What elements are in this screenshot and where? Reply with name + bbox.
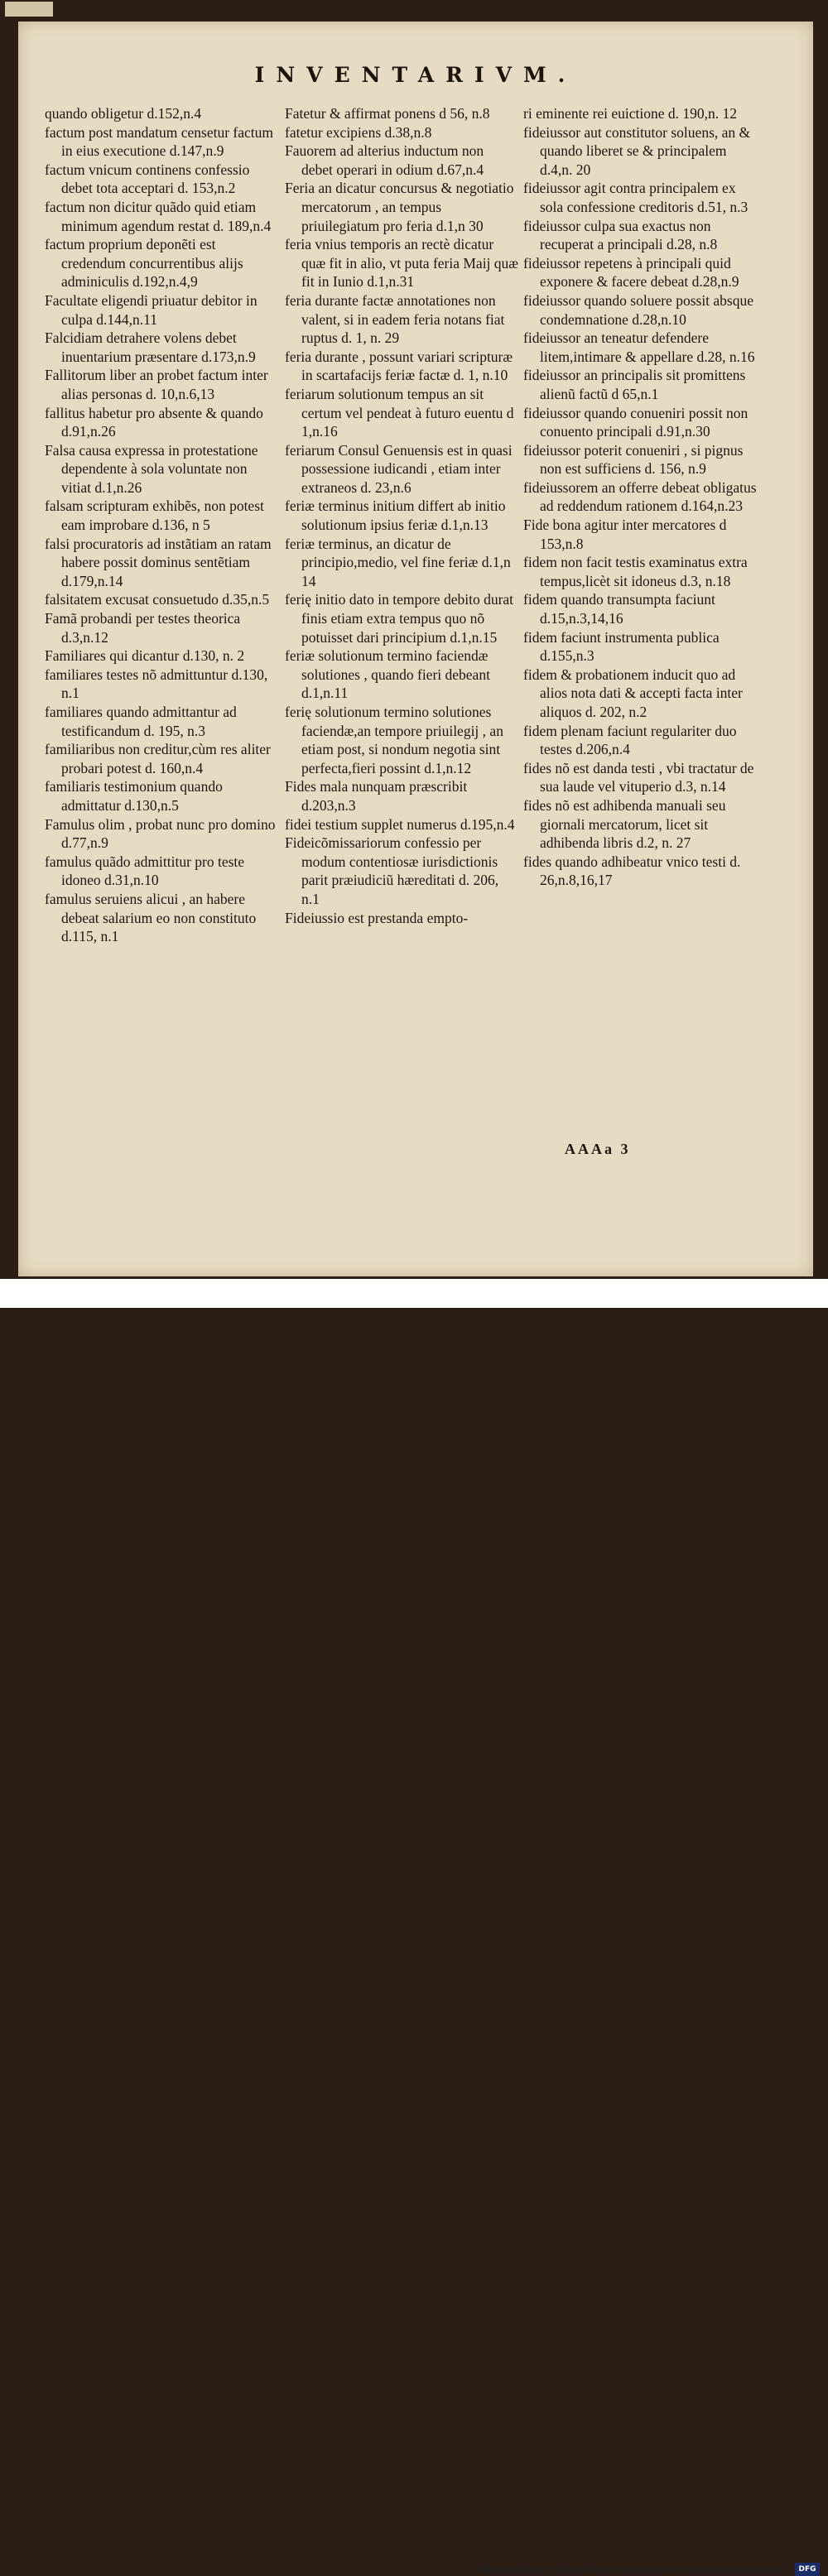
index-entry: familiaris testimonium quando admittatur d.130,n.5 (45, 778, 223, 814)
index-entry: ferię solutionum termino solutiones faciendæ,an tempore priuilegij , an etiam post, si nondum negotia sint perfecta,fieri possint d.1,n.12 (285, 704, 503, 776)
index-entry: familiares quando admittantur ad testificandum d. 195, n.3 (45, 704, 237, 739)
book-page (18, 22, 813, 1276)
index-entry: Fatetur & affirmat ponens d 56, n.8 (285, 105, 490, 122)
index-entry: feriarum solutionum tempus an sit certum vel pendeat à futuro euentu d 1,n.16 (285, 385, 514, 440)
index-entry: familiares testes nõ admittuntur d.130, n.1 (45, 666, 268, 702)
index-entry: feriæ terminus, an dicatur de principio,medio, vel fine feriæ d.1,n 14 (285, 535, 511, 589)
index-entry: factum proprium deponẽti est credendum concurrentibus alijs adminiculis d.192,n.4,9 (45, 236, 243, 291)
index-entry: Falsa causa expressa in protestatione dependente à sola voluntate non vitiat d.1,n.26 (45, 441, 258, 496)
scan-background (0, 0, 828, 1279)
index-entry: Fallitorum liber an probet factum inter alias personas d. 10,n.6,13 (45, 367, 268, 402)
index-entry: Fauorem ad alterius inductum non debet operari in odium d.67,n.4 (285, 142, 484, 178)
index-entry: fideiussor repetens à principali quid exponere & facere debeat d.28,n.9 (523, 254, 739, 291)
index-entry: fideiussor quando soluere possit absque condemnatione d.28,n.10 (523, 291, 754, 328)
index-entry: feriarum Consul Genuensis est in quasi possessione iudicandi , etiam inter extraneos d. 23,n.6 (285, 441, 513, 496)
index-entry: fatetur excipiens d.38,n.8 (285, 123, 432, 141)
index-entry: falsitatem excusat consuetudo d.35,n.5 (45, 591, 270, 608)
dfg-logo-icon: DFG (795, 2563, 820, 2576)
index-entry: falsi procuratoris ad instãtiam an ratam habere possit dominus sentẽtiam d.179,n.14 (45, 535, 272, 589)
index-column-1 (45, 104, 278, 946)
index-entry: Famã probandi per testes theorica d.3,n.12 (45, 610, 241, 646)
index-entry: fideiussor an teneatur defendere litem,intimare & appellare d.28, n.16 (523, 329, 755, 365)
index-entry: fidem & probationem inducit quo ad alios nota dati & accepti facta inter aliquos d. 202, n.2 (523, 666, 743, 720)
index-entry: Feria an dicatur concursus & negotiatio mercatorum , an tempus priuilegiatum pro feria d.1,n 30 (285, 180, 514, 234)
index-entry: Fideicõmissariorum confessio per modum contentiosæ iurisdictionis parit præiudiciũ hæreditati d. 206, n.1 (285, 834, 499, 907)
index-entry: Fideiussio est prestanda empto- (285, 909, 469, 926)
index-entry: fides nõ est adhibenda manuali seu giornali mercatorum, licet sit adhibenda libris d.2, n. 27 (523, 796, 726, 852)
index-entry: familiaribus non creditur,cùm res aliter probari potest d. 160,n.4 (45, 741, 271, 776)
index-entry: feria vnius temporis an rectè dicatur quæ fit in alio, vt puta feria Maij quæ fit in Iunio d.1,n.31 (285, 236, 518, 291)
funding-notice: Digitalisierung gefördert durch die Deutsche Forschungsgemeinschaft · (480, 2565, 792, 2575)
index-entry: fallitus habetur pro absente & quando d.91,n.26 (45, 404, 263, 440)
index-entry: fideiussor culpa sua exactus non recuperat a principali d.28, n.8 (523, 217, 718, 253)
index-entry: fideiussor aut constitutor soluens, an & quando liberet se & principalem d.4,n. 20 (523, 123, 751, 178)
index-entry: feriæ solutionum termino faciendæ solutiones , quando fieri debeant d.1,n.11 (285, 647, 490, 702)
index-entry: Familiares qui dicantur d.130, n. 2 (45, 647, 245, 665)
index-entry: Falcidiam detrahere volens debet inuentarium præsentare d.173,n.9 (45, 329, 256, 365)
index-entry: Fides mala nunquam præscribit d.203,n.3 (285, 778, 468, 814)
library-tab (5, 2, 53, 17)
signature-mark: AAAa 3 (565, 1141, 631, 1157)
index-column-2 (285, 104, 518, 927)
index-entry: famulus quãdo admittitur pro teste idoneo d.31,n.10 (45, 853, 245, 889)
index-entry: fidem faciunt instrumenta publica d.155,n.3 (523, 628, 720, 665)
index-entry: falsam scripturam exhibẽs, non potest eam improbare d.136, n 5 (45, 497, 264, 534)
index-column-3 (523, 104, 757, 890)
index-entry: fidem plenam faciunt regulariter duo testes d.206,n.4 (523, 722, 737, 758)
index-entry: fideiussor poterit conueniri , si pignus non est sufficiens d. 156, n.9 (523, 441, 744, 478)
index-entry: famulus seruiens alicui , an habere debeat salarium eo non constituto d.115, n.1 (45, 890, 257, 945)
index-entry: feria durante factæ annotationes non valent, si in eadem feria notans fiat ruptus d. 1, n. 29 (285, 291, 505, 347)
index-entry: factum vnicum continens confessio debet tota acceptari d. 153,n.2 (45, 161, 250, 197)
index-entry: factum post mandatum censetur factum in eius executione d.147,n.9 (45, 123, 274, 160)
index-entry: fidei testium supplet numerus d.195,n.4 (285, 815, 515, 833)
index-entry: fidem quando transumpta faciunt d.15,n.3,14,16 (523, 591, 715, 627)
index-entry: fideiussor agit contra principalem ex sola confessione creditoris d.51, n.3 (523, 180, 749, 215)
index-entry: fides quando adhibeatur vnico testi d. 26,n.8,16,17 (523, 853, 741, 889)
index-entry: feriæ terminus initium differt ab initio solutionum ipsius feriæ d.1,n.13 (285, 497, 506, 534)
index-entry: fidem non facit testis examinatus extra tempus,licèt sit idoneus d.3, n.18 (523, 554, 748, 589)
index-entry: fides nõ est danda testi , vbi tractatur de sua laude vel vituperio d.3, n.14 (523, 759, 754, 795)
index-entry: quando obligetur d.152,n.4 (45, 105, 202, 122)
index-entry: Facultate eligendi priuatur debitor in culpa d.144,n.11 (45, 291, 258, 328)
index-entry: ferię initio dato in tempore debito durat finis etiam extra tempus quo nõ potuisset dari principium d.1,n.15 (285, 591, 514, 646)
index-entry: fideiussorem an offerre debeat obligatus ad reddendum rationem d.164,n.23 (523, 478, 757, 515)
index-entry: factum non dicitur quãdo quid etiam minimum agendum restat d. 189,n.4 (45, 198, 272, 234)
index-entry: feria durante , possunt variari scripturæ in scartafacijs feriæ factæ d. 1, n.10 (285, 348, 513, 384)
page-header: INVENTARIVM. (254, 63, 577, 87)
index-entry: Fide bona agitur inter mercatores d 153,n.8 (523, 517, 727, 552)
index-entry: fideiussor quando conueniri possit non conuento principali d.91,n.30 (523, 404, 749, 440)
index-entry: fideiussor an principalis sit promittens alienũ factũ d 65,n.1 (523, 367, 746, 402)
index-entry: Famulus olim , probat nunc pro domino d.77,n.9 (45, 815, 276, 852)
index-entry: ri eminente rei euictione d. 190,n. 12 (523, 105, 738, 122)
footer-bar (0, 1279, 828, 2575)
